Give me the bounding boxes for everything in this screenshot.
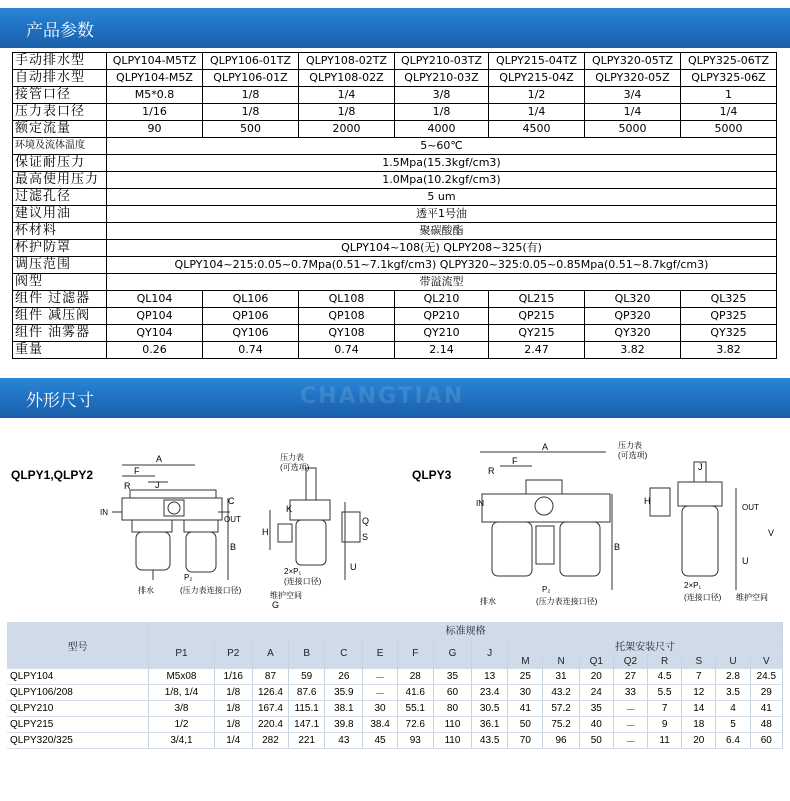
spec-row-regulate-range	[13, 257, 777, 274]
dim-cell: 33	[613, 685, 647, 701]
dim-cell: 43	[325, 733, 363, 749]
dim-header-col: E	[363, 638, 397, 669]
gauge-port-label-r: (压力表连接口径)	[536, 597, 598, 606]
bowl-left	[136, 532, 170, 570]
dim-cell: －	[613, 717, 647, 733]
spec-cell: 3.82	[681, 342, 777, 359]
dim-cell: 5	[716, 717, 750, 733]
dim-header-bracket-col: N	[543, 654, 579, 669]
spec-cell: QLPY325-06TZ	[681, 53, 777, 70]
spec-cell: QY210	[395, 325, 489, 342]
spec-cell: QL104	[107, 291, 203, 308]
spec-cell: QY104	[107, 325, 203, 342]
dim-cell: 115.1	[289, 701, 325, 717]
spec-cell: QP215	[489, 308, 585, 325]
out-label-r: OUT	[742, 503, 759, 512]
dim-cell: 38.4	[363, 717, 397, 733]
dim-cell: －	[613, 701, 647, 717]
letter-u: U	[350, 562, 357, 572]
side-bowl-r	[682, 506, 718, 576]
dim-cell: 1/4	[214, 733, 252, 749]
spec-cell: 3/8	[395, 87, 489, 104]
spec-label: 压力表口径	[13, 104, 107, 121]
spec-cell: QL320	[585, 291, 681, 308]
spec-cell: 4000	[395, 121, 489, 138]
spec-cell: QLPY215-04Z	[489, 70, 585, 87]
spec-cell: QLPY104-M5Z	[107, 70, 203, 87]
spec-row-proof-pressure	[13, 155, 777, 172]
dim-cell: 167.4	[252, 701, 288, 717]
dim-cell: 75.2	[543, 717, 579, 733]
spec-row-lubricator-part	[13, 325, 777, 342]
letter-j: J	[155, 480, 160, 490]
dim-row	[7, 685, 783, 701]
dim-cell: 24.5	[750, 669, 782, 685]
right-side-view	[618, 440, 790, 610]
dim-cell: 6.4	[716, 733, 750, 749]
letter-b: B	[230, 542, 237, 552]
spec-cell: QLPY215-04TZ	[489, 53, 585, 70]
dim-cell: 29	[750, 685, 782, 701]
p1-label: 2×P₁	[284, 567, 302, 576]
dim-header-model: 型号	[7, 622, 149, 669]
dim-cell: 28	[397, 669, 433, 685]
dim-cell: 31	[543, 669, 579, 685]
dim-cell: 48	[750, 717, 782, 733]
side-head	[290, 500, 330, 520]
dim-cell: 26	[325, 669, 363, 685]
spec-cell: 1/8	[203, 104, 299, 121]
letter-v-r: V	[768, 528, 775, 538]
spec-row-filter-pore	[13, 189, 777, 206]
spec-label: 保证耐压力	[13, 155, 107, 172]
dim-cell: 60	[433, 685, 471, 701]
spec-cell: 2.47	[489, 342, 585, 359]
dim-cell: 1/8	[214, 685, 252, 701]
spec-row-oil	[13, 206, 777, 223]
dim-header-col: B	[289, 638, 325, 669]
dim-header-col: J	[472, 638, 508, 669]
dim-row	[7, 669, 783, 685]
right-model-label: QLPY3	[412, 468, 452, 482]
dim-cell: 40	[579, 717, 613, 733]
drain-label: 排水	[138, 586, 154, 595]
spec-label: 组件 过滤器	[13, 291, 107, 308]
spec-cell: QY325	[681, 325, 777, 342]
spec-cell: QLPY320-05Z	[585, 70, 681, 87]
letter-q: Q	[362, 516, 370, 526]
spec-span-cell: 聚碳酸酯	[107, 223, 777, 240]
spec-cell: 4500	[489, 121, 585, 138]
spec-cell: QY106	[203, 325, 299, 342]
spec-span-cell: 5 um	[107, 189, 777, 206]
spec-cell: 1/16	[107, 104, 203, 121]
dim-cell: 20	[579, 669, 613, 685]
top-cap-r	[526, 480, 562, 494]
dim-cell: 110	[433, 733, 471, 749]
head-block	[122, 498, 222, 520]
spec-cell: 1/2	[489, 87, 585, 104]
gauge-circle-r	[535, 497, 553, 515]
left-model-label: QLPY1,QLPY2	[11, 468, 94, 482]
spec-row-port-size	[13, 87, 777, 104]
dim-row-model: QLPY104	[7, 669, 149, 685]
dim-row-model: QLPY320/325	[7, 733, 149, 749]
letter-h-r: H	[644, 496, 651, 506]
spec-label: 手动排水型	[13, 53, 107, 70]
dim-cell: 43.2	[543, 685, 579, 701]
dim-header-bracket-col: V	[750, 654, 782, 669]
spec-cell: 1/4	[299, 87, 395, 104]
spec-cell: 1/4	[489, 104, 585, 121]
spec-cell: 5000	[585, 121, 681, 138]
dim-cell: 20	[682, 733, 716, 749]
dim-cell: 41.6	[397, 685, 433, 701]
dim-cell: －	[363, 685, 397, 701]
spec-row-valve-type	[13, 274, 777, 291]
dim-header-col: P2	[214, 638, 252, 669]
dim-cell: 7	[682, 669, 716, 685]
bracket-r	[650, 488, 670, 516]
right-front-view	[466, 440, 626, 610]
spec-cell: QP106	[203, 308, 299, 325]
spec-cell: 0.26	[107, 342, 203, 359]
spec-cell: QL215	[489, 291, 585, 308]
spec-row-rated-flow	[13, 121, 777, 138]
dim-cell: 18	[682, 717, 716, 733]
dim-cell: 35.9	[325, 685, 363, 701]
spec-row-bowl-guard	[13, 240, 777, 257]
dim-cell: 5.5	[648, 685, 682, 701]
dim-cell: 35	[433, 669, 471, 685]
letter-f-r: F	[512, 456, 518, 466]
spec-cell: QL325	[681, 291, 777, 308]
gauge-optional-r: (可选项)	[618, 451, 648, 460]
spec-cell: 2000	[299, 121, 395, 138]
dim-header-std: 标准规格	[149, 622, 783, 638]
spec-label: 过滤孔径	[13, 189, 107, 206]
dim-row-model: QLPY215	[7, 717, 149, 733]
dim-header-col: C	[325, 638, 363, 669]
spec-span-cell: QLPY104~108(无) QLPY208~325(有)	[107, 240, 777, 257]
gauge-port-label: (压力表连接口径)	[180, 586, 242, 595]
spec-cell: QY320	[585, 325, 681, 342]
spec-label: 自动排水型	[13, 70, 107, 87]
dim-header-bracket-col: Q2	[613, 654, 647, 669]
dim-cell: 11	[648, 733, 682, 749]
dim-cell: 3/8	[149, 701, 214, 717]
dim-cell: 4.5	[648, 669, 682, 685]
side-head-r	[678, 482, 722, 506]
dim-cell: 38.1	[325, 701, 363, 717]
spec-cell: M5*0.8	[107, 87, 203, 104]
spec-cell: 0.74	[299, 342, 395, 359]
dim-header-row-1	[7, 622, 783, 638]
dim-cell: 70	[508, 733, 543, 749]
bowl-right	[186, 532, 216, 572]
dim-cell: －	[363, 669, 397, 685]
spec-cell: 1/4	[585, 104, 681, 121]
dim-cell: 110	[433, 717, 471, 733]
spec-label: 接管口径	[13, 87, 107, 104]
dim-header-bracket-col: R	[648, 654, 682, 669]
dim-header-bracket-col: Q1	[579, 654, 613, 669]
spec-span-cell: QLPY104~215:0.05~0.7Mpa(0.51~7.1kgf/cm3) QLPY320~325:0.05~0.85Mpa(0.51~8.7kgf/cm3)	[107, 257, 777, 274]
p2-label: P₂	[184, 573, 193, 582]
spec-span-cell: 1.5Mpa(15.3kgf/cm3)	[107, 155, 777, 172]
watermark: CHANGTIAN	[300, 384, 465, 409]
dims-title: 外形尺寸	[26, 391, 94, 411]
spec-row-max-pressure	[13, 172, 777, 189]
dim-cell: 36.1	[472, 717, 508, 733]
p2-label-r: P₂	[542, 585, 551, 594]
dim-cell: 1/8	[214, 701, 252, 717]
dim-cell: 27	[613, 669, 647, 685]
head-block-r	[482, 494, 610, 522]
spec-label: 调压范围	[13, 257, 107, 274]
spec-cell: QP104	[107, 308, 203, 325]
spec-cell: 1/4	[681, 104, 777, 121]
dim-cell: 1/2	[149, 717, 214, 733]
spec-cell: QLPY210-03Z	[395, 70, 489, 87]
dim-cell: 41	[750, 701, 782, 717]
dim-cell: 87.6	[289, 685, 325, 701]
letter-h: H	[262, 527, 269, 537]
spec-label: 额定流量	[13, 121, 107, 138]
spec-cell: QP325	[681, 308, 777, 325]
spec-cell: 500	[203, 121, 299, 138]
gauge-label-r: 压力表	[618, 441, 642, 450]
dim-cell: 30.5	[472, 701, 508, 717]
dim-cell: 93	[397, 733, 433, 749]
bowl-collar-left	[132, 520, 172, 532]
gauge-optional: (可选项)	[280, 463, 310, 472]
conn-port-label-r: (连接口径)	[684, 593, 722, 602]
letter-s: S	[362, 532, 369, 542]
dim-cell: 23.4	[472, 685, 508, 701]
spec-cell: QLPY106-01TZ	[203, 53, 299, 70]
top-caps	[130, 490, 216, 498]
letter-c: C	[228, 496, 235, 506]
dim-cell: 55.1	[397, 701, 433, 717]
spec-cell: 1/8	[395, 104, 489, 121]
dim-cell: 30	[508, 685, 543, 701]
spec-cell: QP320	[585, 308, 681, 325]
spec-cell: 2.14	[395, 342, 489, 359]
dim-header-col: G	[433, 638, 471, 669]
dim-cell: 3/4,1	[149, 733, 214, 749]
spec-span-cell: 透平1号油	[107, 206, 777, 223]
drain-label-r: 排水	[480, 597, 496, 606]
dim-cell: 35	[579, 701, 613, 717]
dim-cell: 59	[289, 669, 325, 685]
dim-cell: 60	[750, 733, 782, 749]
spec-cell: QL210	[395, 291, 489, 308]
dim-cell: 24	[579, 685, 613, 701]
spec-row-manual-drain	[13, 53, 777, 70]
dim-cell: 13	[472, 669, 508, 685]
letter-r: R	[124, 481, 131, 491]
spec-cell: QP108	[299, 308, 395, 325]
dim-cell: 43.5	[472, 733, 508, 749]
spec-cell: QLPY108-02Z	[299, 70, 395, 87]
dim-row	[7, 717, 783, 733]
dim-cell: 14	[682, 701, 716, 717]
spec-cell: QLPY320-05TZ	[585, 53, 681, 70]
dim-cell: 50	[579, 733, 613, 749]
spec-label: 组件 减压阀	[13, 308, 107, 325]
dim-row-model: QLPY210	[7, 701, 149, 717]
maint-space-label-r: 维护空间	[736, 593, 768, 602]
dim-header-bracket-col: U	[716, 654, 750, 669]
dim-cell: 96	[543, 733, 579, 749]
spec-row-env-temp	[13, 138, 777, 155]
dim-cell: 2.8	[716, 669, 750, 685]
spec-label: 杯材料	[13, 223, 107, 240]
spec-cell: QLPY210-03TZ	[395, 53, 489, 70]
spec-label: 组件 油雾器	[13, 325, 107, 342]
spec-label: 阀型	[13, 274, 107, 291]
spec-cell: 90	[107, 121, 203, 138]
spec-label: 环境及流体温度	[13, 138, 107, 155]
dimension-table	[7, 622, 783, 749]
dim-cell: 41	[508, 701, 543, 717]
dims-banner	[0, 378, 790, 418]
bowl-right-r	[560, 522, 600, 576]
bracket	[278, 524, 292, 542]
spec-row-gauge-port	[13, 104, 777, 121]
dim-cell: 9	[648, 717, 682, 733]
gauge-label: 压力表	[280, 453, 304, 462]
dim-header-bracket-col: S	[682, 654, 716, 669]
spec-cell: QP210	[395, 308, 489, 325]
gauge-circle	[168, 502, 180, 514]
left-front-view	[100, 440, 245, 600]
dim-cell: 220.4	[252, 717, 288, 733]
spec-cell: QL106	[203, 291, 299, 308]
dim-row	[7, 701, 783, 717]
p1-label-r: 2×P₁	[684, 581, 702, 590]
dim-header-bracket: 托架安装尺寸	[508, 638, 783, 654]
dim-cell: 80	[433, 701, 471, 717]
spec-row-weight	[13, 342, 777, 359]
dim-cell: 3.5	[716, 685, 750, 701]
letter-a-r: A	[542, 442, 549, 452]
in-label-r: IN	[476, 499, 484, 508]
spec-table	[12, 52, 777, 359]
dim-cell: 30	[363, 701, 397, 717]
spec-span-cell: 5~60℃	[107, 138, 777, 155]
params-title: 产品参数	[26, 21, 94, 41]
spec-row-filter-part	[13, 291, 777, 308]
dim-cell: 221	[289, 733, 325, 749]
dim-row	[7, 733, 783, 749]
spec-cell: QLPY104-M5TZ	[107, 53, 203, 70]
dim-cell: 4	[716, 701, 750, 717]
dim-cell: 25	[508, 669, 543, 685]
dim-header-bracket-col: M	[508, 654, 543, 669]
spec-cell: 3/4	[585, 87, 681, 104]
dim-cell: 147.1	[289, 717, 325, 733]
letter-u-r: U	[742, 556, 749, 566]
dim-row-model: QLPY106/208	[7, 685, 149, 701]
spec-span-cell: 1.0Mpa(10.2kgf/cm3)	[107, 172, 777, 189]
dim-cell: 1/8	[214, 717, 252, 733]
in-label: IN	[100, 508, 108, 517]
spec-row-regulator-part	[13, 308, 777, 325]
spec-label: 杯护防罩	[13, 240, 107, 257]
bowl-collar-right	[184, 520, 218, 532]
dim-cell: M5x08	[149, 669, 214, 685]
dim-cell: 126.4	[252, 685, 288, 701]
spec-cell: 5000	[681, 121, 777, 138]
letter-f: F	[134, 466, 140, 476]
letter-r-r: R	[488, 466, 495, 476]
side-bowl	[296, 520, 326, 565]
letter-a: A	[156, 454, 163, 464]
spec-label: 重量	[13, 342, 107, 359]
spec-cell: 1/8	[299, 104, 395, 121]
spec-label: 建议用油	[13, 206, 107, 223]
side-gauge	[306, 468, 316, 500]
dim-header-col: A	[252, 638, 288, 669]
spec-cell: QY108	[299, 325, 395, 342]
dim-cell: 1/8, 1/4	[149, 685, 214, 701]
spec-label: 最高使用压力	[13, 172, 107, 189]
spec-cell: QLPY325-06Z	[681, 70, 777, 87]
out-label: OUT	[224, 515, 241, 524]
spec-cell: QLPY106-01Z	[203, 70, 299, 87]
letter-g: G	[272, 600, 280, 610]
spec-row-auto-drain	[13, 70, 777, 87]
dim-cell: －	[613, 733, 647, 749]
letter-j-r: J	[698, 462, 703, 472]
spec-cell: 3.82	[585, 342, 681, 359]
dim-cell: 1/16	[214, 669, 252, 685]
dim-cell: 12	[682, 685, 716, 701]
letter-b-r: B	[614, 542, 621, 552]
dim-cell: 72.6	[397, 717, 433, 733]
dim-cell: 39.8	[325, 717, 363, 733]
spec-cell: QLPY108-02TZ	[299, 53, 395, 70]
spec-span-cell: 带溢流型	[107, 274, 777, 291]
dim-header-col: F	[397, 638, 433, 669]
params-banner	[0, 8, 790, 48]
left-side-view	[250, 450, 380, 610]
dim-cell: 45	[363, 733, 397, 749]
spec-cell: 1/8	[203, 87, 299, 104]
dim-cell: 50	[508, 717, 543, 733]
spec-cell: 0.74	[203, 342, 299, 359]
maint-space-label: 维护空间	[270, 591, 302, 600]
spec-cell: QY215	[489, 325, 585, 342]
letter-k: K	[286, 504, 293, 514]
spec-cell: QL108	[299, 291, 395, 308]
regulator-body-r	[536, 526, 554, 564]
spec-cell: 1	[681, 87, 777, 104]
spec-row-bowl-material	[13, 223, 777, 240]
dim-cell: 7	[648, 701, 682, 717]
dim-cell: 57.2	[543, 701, 579, 717]
dim-cell: 87	[252, 669, 288, 685]
dim-cell: 282	[252, 733, 288, 749]
bowl-left-r	[492, 522, 532, 576]
dim-header-col: P1	[149, 638, 214, 669]
conn-port-label: (连接口径)	[284, 577, 322, 586]
